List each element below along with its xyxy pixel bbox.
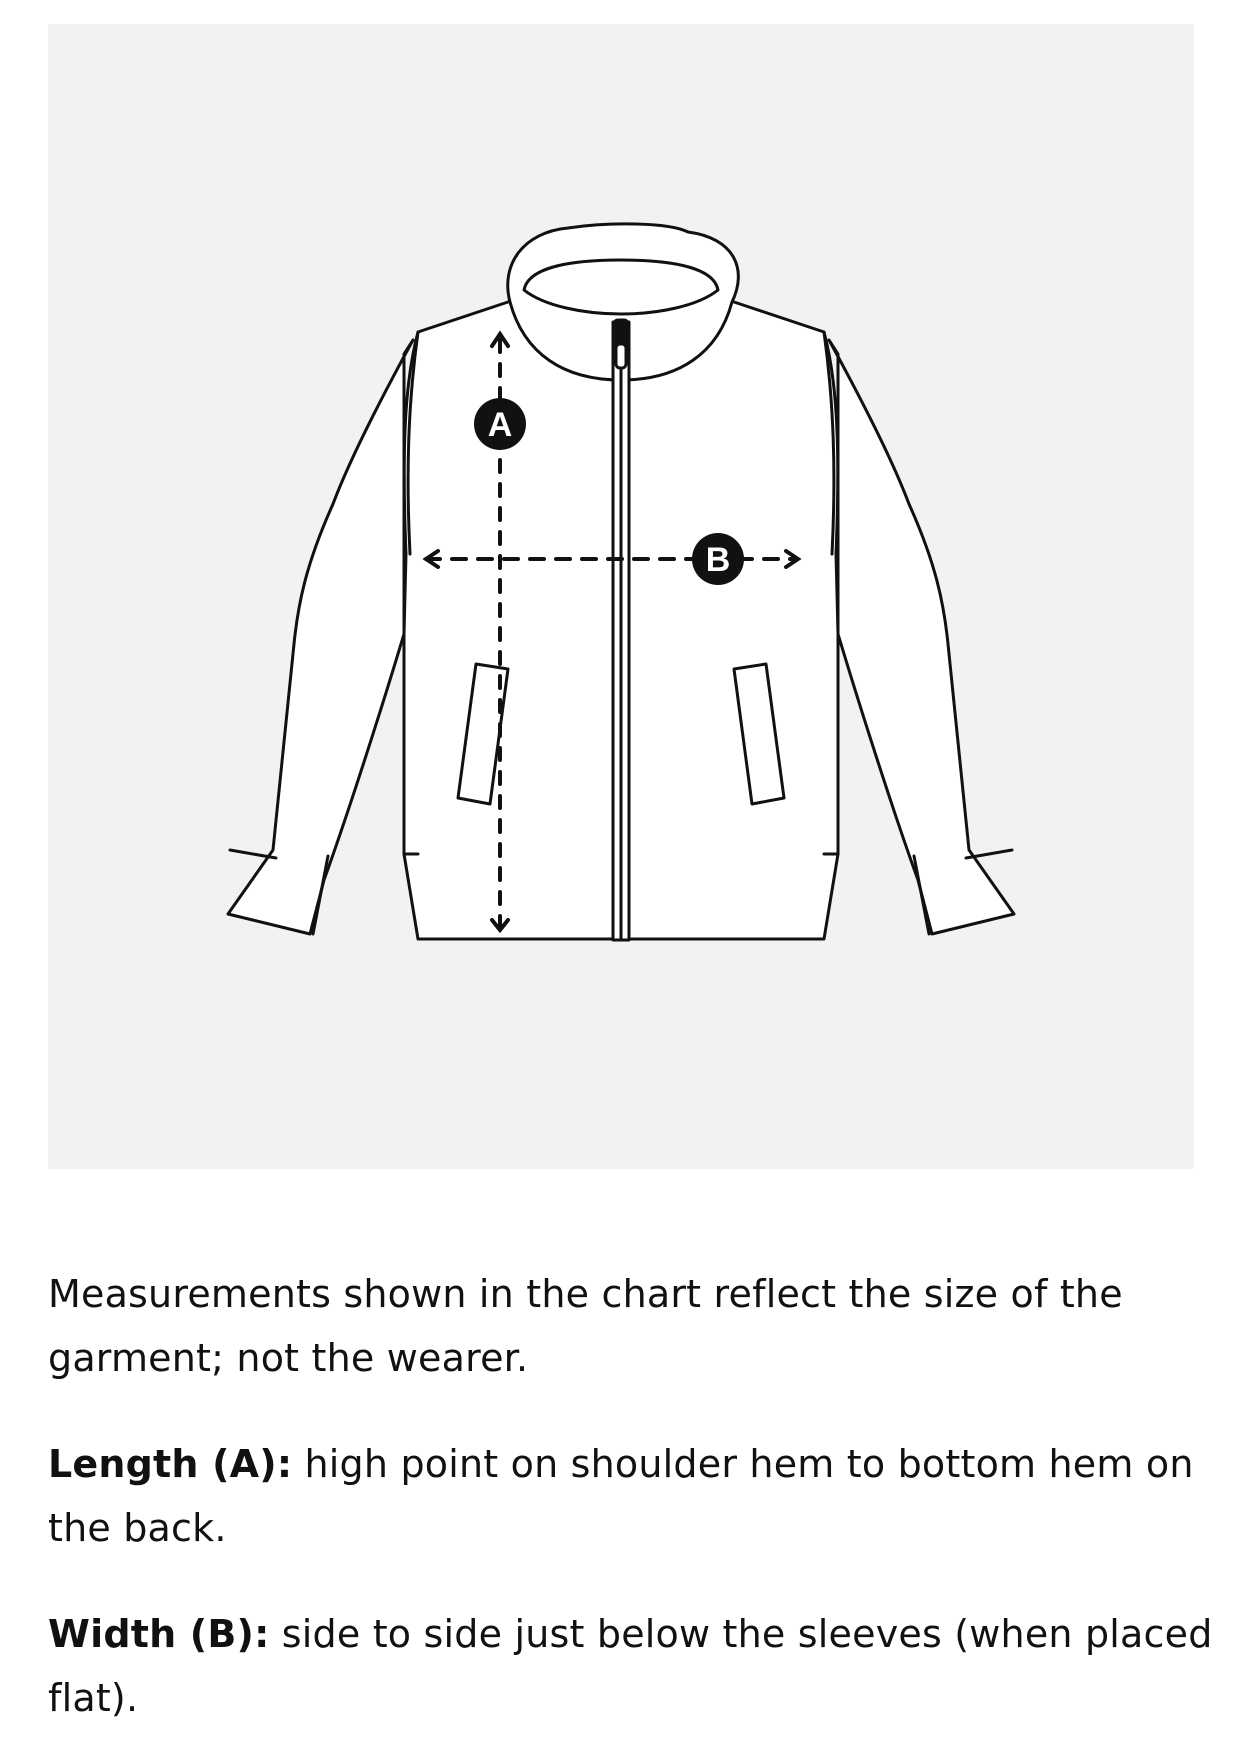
width-definition	[48, 1602, 1218, 1730]
marker-a-label: A	[487, 406, 513, 444]
marker-a	[474, 398, 526, 450]
right-sleeve	[829, 340, 1014, 934]
width-term: Width (B):	[48, 1612, 270, 1656]
length-term: Length (A):	[48, 1442, 293, 1486]
length-description: high point on shoulder hem to bottom hem on the back.	[48, 1442, 1194, 1550]
width-description: side to side just below the sleeves (when placed flat).	[48, 1612, 1213, 1720]
measurement-diagram	[48, 24, 1194, 1169]
collar-inner	[524, 260, 718, 314]
left-sleeve	[228, 340, 413, 934]
intro-note	[48, 1262, 1218, 1390]
marker-b-label: B	[705, 541, 731, 579]
jacket-illustration	[48, 24, 1194, 1169]
marker-b	[692, 533, 744, 585]
intro-text: Measurements shown in the chart reflect the size of the garment; not the wearer.	[48, 1272, 1123, 1380]
length-definition	[48, 1432, 1218, 1560]
